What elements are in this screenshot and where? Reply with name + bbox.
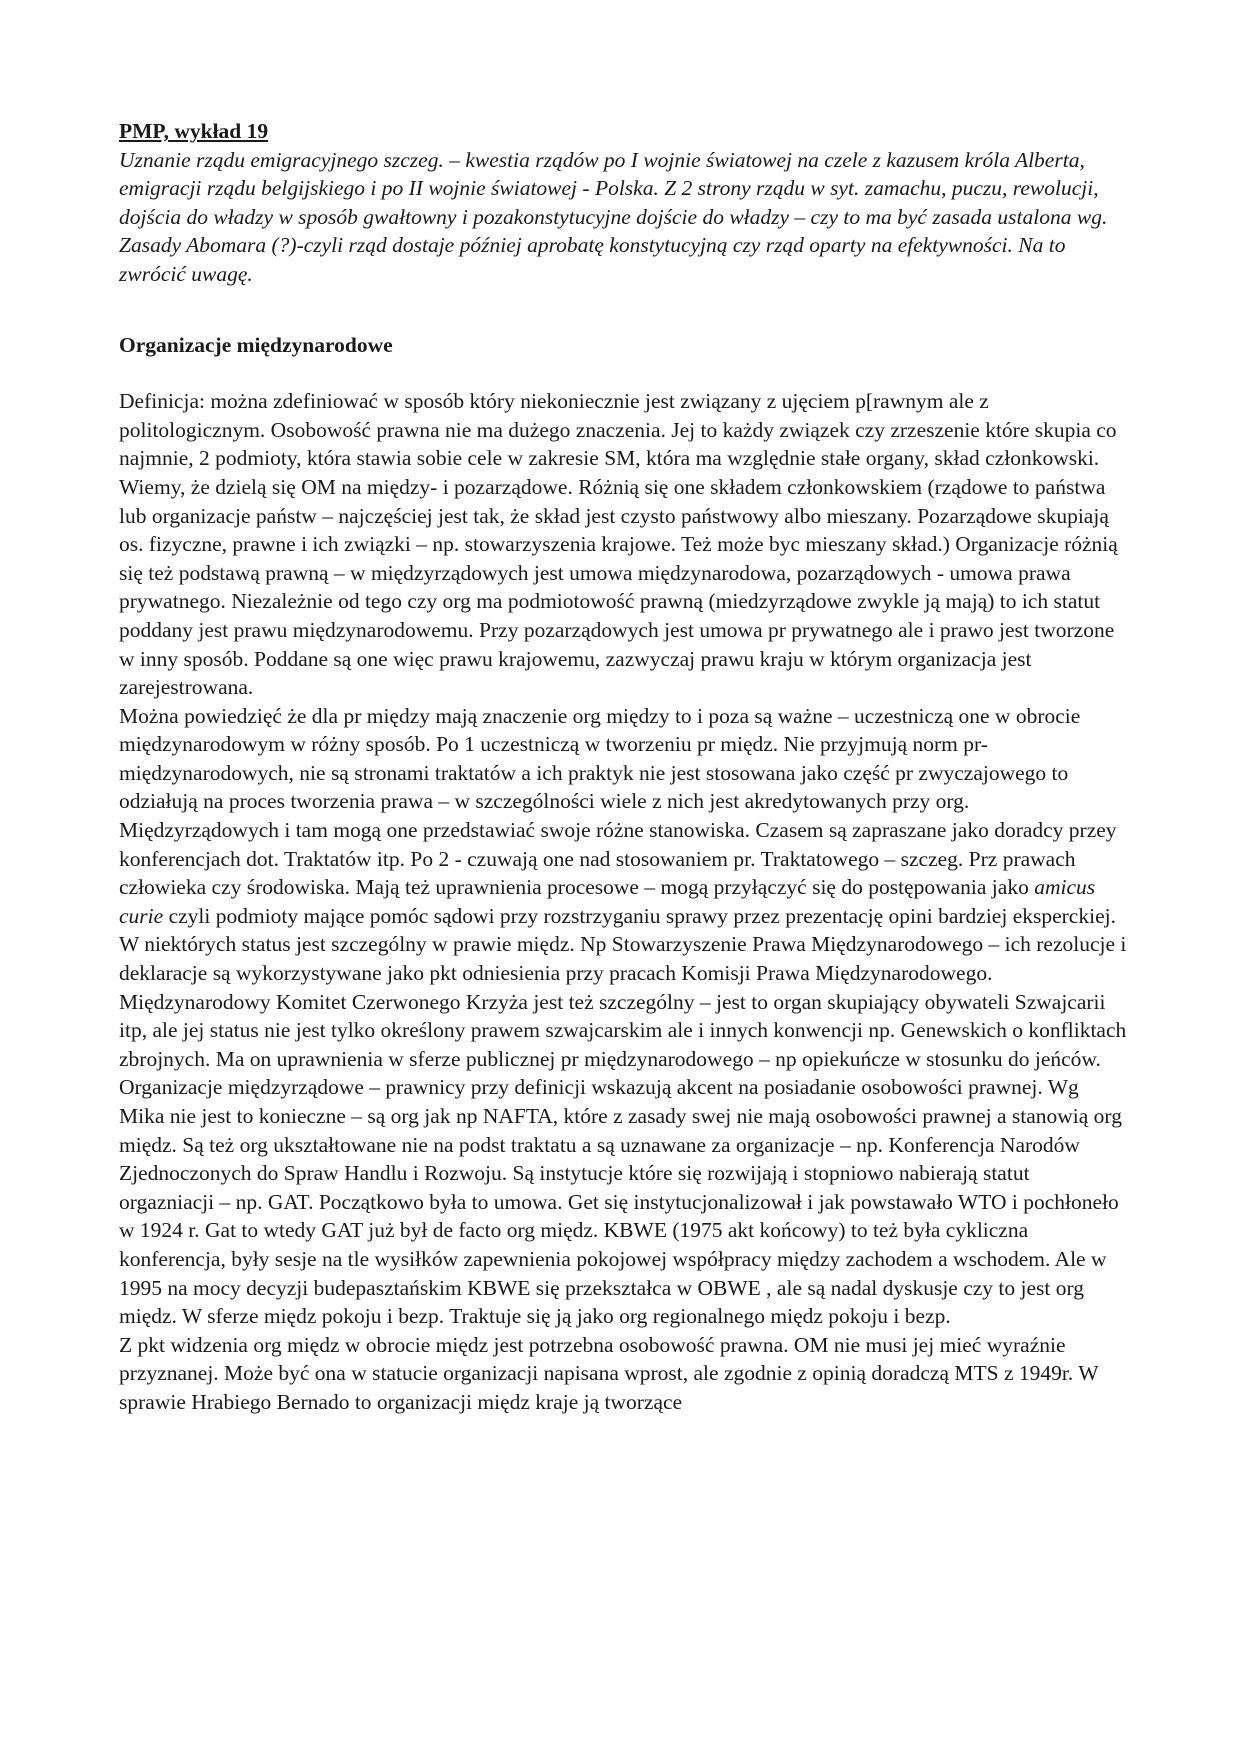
paragraph-text: czyli podmioty mające pomóc sądowi przy rozstrzyganiu sprawy przez prezentację opini bardziej eksperckiej. W niektórych status jest szczególny w prawie międz. Np Stowarzyszenie Prawa Międzynarodowego – ich rezolucje i deklaracje są wykorzystywane jako pkt odniesienia przy pracach Komisji Prawa Międzynarodowego.: [119, 903, 1127, 986]
paragraph-text: Można powiedzięć że dla pr między mają znaczenie org między to i poza są ważne – uczestniczą one w obrocie międzynarodowym w różny sposób. Po 1 uczestniczą w tworzeniu pr międz. Nie przyjmują norm pr-międzynarodowych, nie są stronami traktatów a ich praktyk nie jest stosowana jako część pr zwyczajowego to odziałują na proces tworzenia prawa – w szczególności wiele z nich jest akredytowanych przy org. Międzyrządowych i tam mogą one przedstawiać swoje różne stanowiska. Czasem są zapraszane jako doradcy przey konferencjach dot. Traktatów itp. Po 2 - czuwają one nad stosowaniem pr. Traktatowego – szczeg. Prz prawach człowieka czy środowiska. Mają też uprawnienia procesowe – mogą przyłączyć się do postępowania jako: [119, 703, 1117, 900]
document-title: PMP, wykład 19: [119, 119, 269, 143]
latin-term: amicus curie: [119, 875, 1096, 928]
body-paragraph: Organizacje międzyrządowe – prawnicy przy definicji wskazują akcent na posiadanie osobowości prawnej. Wg Mika nie jest to konieczne – są org jak np NAFTA, które z zasady swej nie mają osobowości prawnej a stanowią org międz. Są też org ukształtowane nie na podst traktatu a są uznawane za organizacje – np. Konferencja Narodów Zjednoczonych do Spraw Handlu i Rozwoju. Są instytucje które się rozwijają i stopniowo nabierają statut orgazniacji – np. GAT. Początkowo była to umowa. Get się instytucjonalizował i jak powstawało WTO i pochłoneło w 1924 r. Gat to wtedy GAT już był de facto org międz. KBWE (1975 akt końcowy) to też była cykliczna konferencja, były sesje na tle wysiłków zapewnienia pokojowej współpracy między zachodem a wschodem. Ale w 1995 na mocy decyzji budepasztańskim KBWE się przekształca w OBWE , ale są nadal dyskusje czy to jest org międz. W sferze międz pokoju i bezp. Traktuje się ją jako org regionalnego międz pokoju i bezp.: [119, 1075, 1122, 1329]
body-paragraph: [119, 702, 1127, 988]
document-page: [119, 117, 1127, 1417]
spacer: [119, 289, 1127, 331]
spacer: [119, 359, 1127, 387]
intro-paragraph: Uznanie rządu emigracyjnego szczeg. – kwestia rządów po I wojnie światowej na czele z kazusem króla Alberta, emigracji rządu belgijskiego i po II wojnie światowej - Polska. Z 2 strony rządu w syt. zamachu, puczu, rewolucji, dojścia do władzy w sposób gwałtowny i pozakonstytucyjne dojście do władzy – czy to ma być zasada ustalona wg. Zasady Abomara (?)-czyli rząd dostaje później aprobatę konstytucyjną czy rząd oparty na efektywności. Na to zwrócić uwagę.: [119, 147, 1108, 286]
body-paragraph: Międzynarodowy Komitet Czerwonego Krzyża jest też szczególny – jest to organ skupiający obywateli Szwajcarii itp, ale jej status nie jest tylko określony prawem szwajcarskim ale i innych konwencji np. Genewskich o konfliktach zbrojnych. Ma on uprawnienia w sferze publicznej pr międzynarodowego – np opiekuńcze w stosunku do jeńców.: [119, 989, 1127, 1071]
body-paragraph: Definicja: można zdefiniować w sposób który niekoniecznie jest związany z ujęciem p[rawnym ale z politologicznym. Osobowość prawna nie ma dużego znaczenia. Jej to każdy związek czy zrzeszenie które skupia co najmnie, 2 podmioty, która stawia sobie cele w zakresie SM, która ma względnie stałe organy, skład członkowski. Wiemy, że dzielą się OM na między- i pozarządowe. Różnią się one składem członkowskiem (rządowe to państwa lub organizacje państw – najczęściej jest tak, że skład jest czysto państwowy albo mieszany. Pozarządowe skupiają os. fizyczne, prawne i ich związki – np. stowarzyszenia krajowe. Też może byc mieszany skład.) Organizacje różnią się też podstawą prawną – w międzyrządowych jest umowa międzynarodowa, pozarządowych - umowa prawa prywatnego. Niezależnie od tego czy org ma podmiotowość prawną (miedzyrządowe zwykle ją mają) to ich statut poddany jest prawu międzynarodowemu. Przy pozarządowych jest umowa pr prywatnego ale i prawo jest tworzone w inny sposób. Poddane są one więc prawu krajowemu, zazwyczaj prawu kraju w którym organizacja jest zarejestrowana.: [119, 389, 1118, 700]
section-heading: Organizacje międzynarodowe: [119, 332, 393, 357]
body-paragraph: Z pkt widzenia org międz w obrocie międz jest potrzebna osobowość prawna. OM nie musi jej mieć wyraźnie przyznanej. Może być ona w statucie organizacji napisana wprost, ale zgodnie z opinią doradczą MTS z 1949r. W sprawie Hrabiego Bernado to organizacji międz kraje ją tworzące: [119, 1332, 1099, 1414]
